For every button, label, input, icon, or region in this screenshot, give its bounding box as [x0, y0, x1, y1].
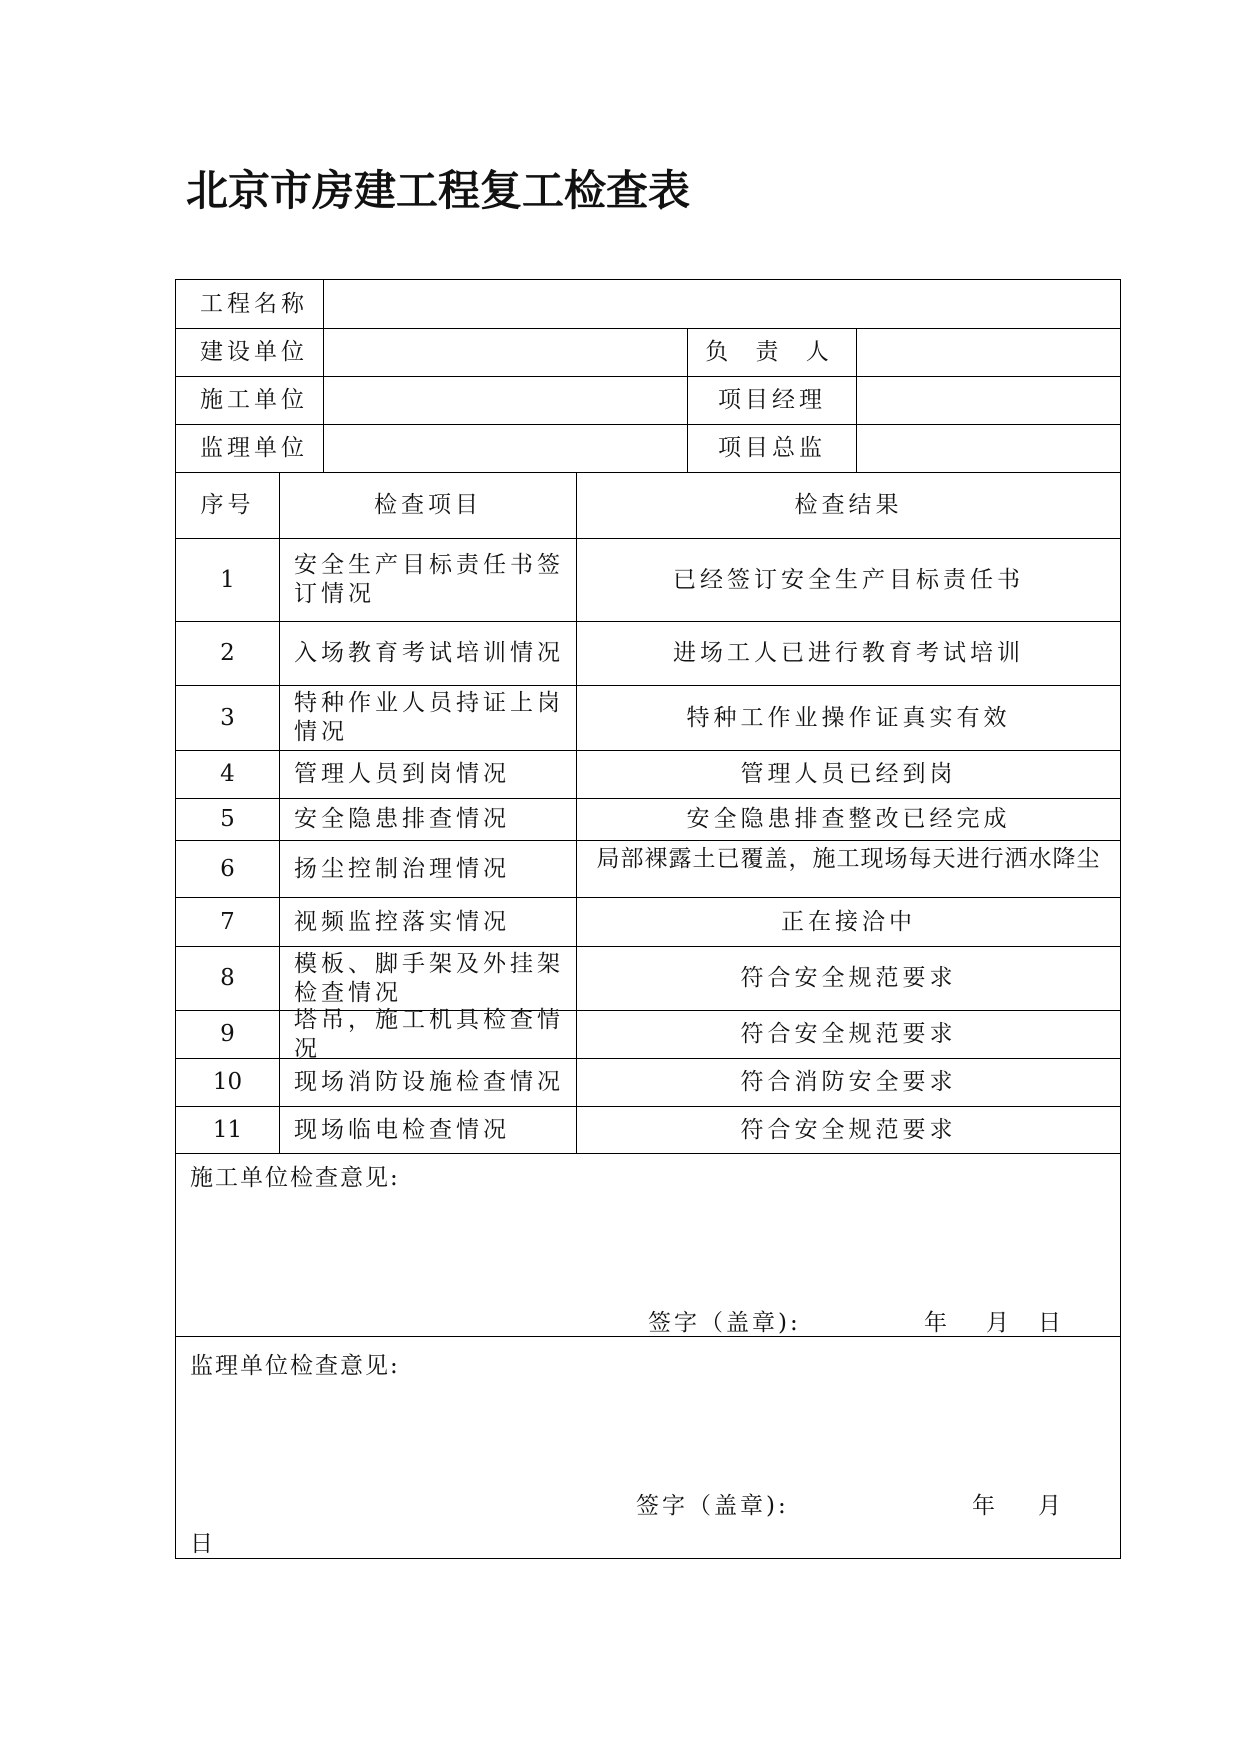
row-number: 2	[176, 622, 280, 686]
row-check-item: 扬尘控制治理情况	[280, 841, 577, 898]
row-check-item: 模板、脚手架及外挂架检查情况	[280, 947, 577, 1011]
project-manager-value[interactable]	[857, 377, 1121, 425]
row-check-item: 安全隐患排查情况	[280, 799, 577, 841]
row-check-item: 特种作业人员持证上岗情况	[280, 686, 577, 751]
supervision-year-label: 年	[972, 1493, 998, 1519]
supervision-unit-label: 监理单位	[176, 425, 324, 473]
row-check-result: 符合安全规范要求	[577, 947, 1121, 1011]
construction-opinion-label: 施工单位检查意见:	[190, 1165, 400, 1191]
inspection-form-table	[175, 279, 1121, 1559]
construction-opinion-block[interactable]	[176, 1149, 1121, 1337]
supervision-sign-label: 签字（盖章):	[636, 1493, 789, 1519]
row-number: 10	[176, 1059, 280, 1107]
project-manager-label: 项目经理	[688, 377, 857, 425]
row-number: 9	[176, 1011, 280, 1059]
construction-year-label: 年	[924, 1310, 950, 1336]
construction-unit-value[interactable]	[324, 377, 688, 425]
row-number: 7	[176, 898, 280, 947]
owner-unit-label: 建设单位	[176, 329, 324, 377]
owner-person-value[interactable]	[857, 329, 1121, 377]
construction-sign-label: 签字（盖章):	[648, 1310, 801, 1336]
row-check-result: 管理人员已经到岗	[577, 751, 1121, 799]
supervision-opinion-label: 监理单位检查意见:	[190, 1353, 400, 1379]
row-check-item: 现场临电检查情况	[280, 1107, 577, 1154]
construction-month-label: 月	[986, 1310, 1012, 1336]
row-check-result: 进场工人已进行教育考试培训	[577, 622, 1121, 686]
page-title: 北京市房建工程复工检查表	[186, 166, 691, 215]
project-name-label: 工程名称	[176, 280, 324, 329]
row-check-item: 视频监控落实情况	[280, 898, 577, 947]
row-number: 3	[176, 686, 280, 751]
row-number: 5	[176, 799, 280, 841]
column-header-item: 检查项目	[280, 473, 577, 539]
row-check-result: 符合消防安全要求	[577, 1059, 1121, 1107]
row-number: 8	[176, 947, 280, 1011]
supervision-day-label: 日	[190, 1531, 216, 1557]
row-number: 11	[176, 1107, 280, 1154]
chief-supervisor-label: 项目总监	[688, 425, 857, 473]
row-check-item: 塔吊，施工机具检查情况	[280, 1011, 577, 1059]
column-header-no: 序号	[176, 473, 280, 539]
row-check-result: 正在接洽中	[577, 898, 1121, 947]
row-number: 4	[176, 751, 280, 799]
row-check-result: 局部裸露土已覆盖，施工现场每天进行洒水降尘	[577, 841, 1121, 898]
row-check-item: 管理人员到岗情况	[280, 751, 577, 799]
row-check-item: 安全生产目标责任书签订情况	[280, 539, 577, 622]
row-check-result: 符合安全规范要求	[577, 1107, 1121, 1154]
chief-supervisor-value[interactable]	[857, 425, 1121, 473]
row-check-item: 现场消防设施检查情况	[280, 1059, 577, 1107]
row-check-item: 入场教育考试培训情况	[280, 622, 577, 686]
construction-unit-label: 施工单位	[176, 377, 324, 425]
row-number: 1	[176, 539, 280, 622]
supervision-opinion-block[interactable]	[176, 1337, 1121, 1559]
row-check-result: 已经签订安全生产目标责任书	[577, 539, 1121, 622]
owner-unit-value[interactable]	[324, 329, 688, 377]
column-header-result: 检查结果	[577, 473, 1121, 539]
owner-person-label: 负 责 人	[688, 329, 857, 377]
row-number: 6	[176, 841, 280, 898]
row-check-result: 特种工作业操作证真实有效	[577, 686, 1121, 751]
project-name-value[interactable]	[324, 280, 1121, 329]
supervision-month-label: 月	[1038, 1493, 1064, 1519]
supervision-unit-value[interactable]	[324, 425, 688, 473]
row-check-result: 符合安全规范要求	[577, 1011, 1121, 1059]
construction-day-label: 日	[1038, 1310, 1064, 1336]
row-check-result: 安全隐患排查整改已经完成	[577, 799, 1121, 841]
